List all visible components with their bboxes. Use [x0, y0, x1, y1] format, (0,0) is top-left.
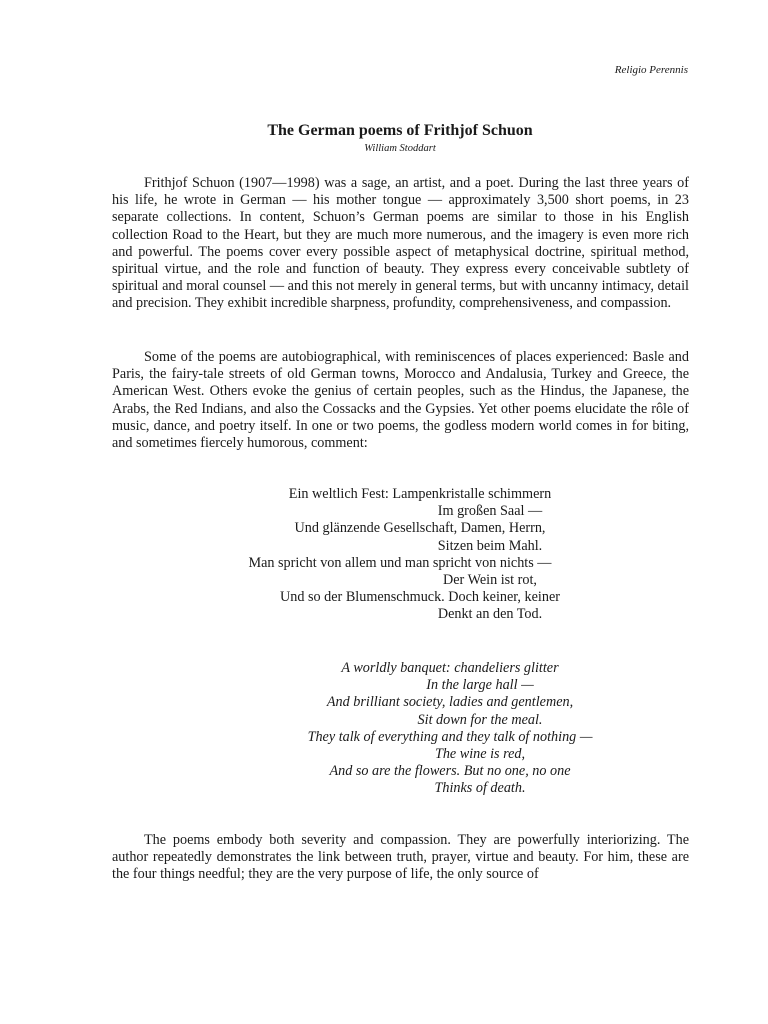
- poem-english-line: Sit down for the meal.: [417, 711, 543, 728]
- poem-german-line: Sitzen beim Mahl.: [437, 537, 543, 554]
- running-head: Religio Perennis: [614, 64, 688, 76]
- poem-german-line: Und so der Blumenschmuck. Doch keiner, keiner: [280, 589, 560, 606]
- poem-english-line: The wine is red,: [434, 746, 526, 763]
- poem-german-line: Und glänzende Gesellschaft, Damen, Herrn,: [294, 520, 546, 537]
- poem-english-line: They talk of everything and they talk of nothing —: [307, 728, 593, 745]
- poem-english-line: A worldly banquet: chandeliers glitter: [341, 660, 559, 676]
- poem-english-line: And so are the flowers. But no one, no one: [329, 763, 571, 780]
- paragraph-2-text: Some of the poems are autobiographical, with reminiscences of places experienced: Basle and Paris, the fairy-tale streets of old German towns, Morocco and Andalusia, Turkey and Greece, the American West. Others evoke the genius of certain peoples, such as the Hindus, the Japanese, the Arabs, the Red Indians, and also the Cossacks and the Gypsies. Yet other poems elucidate the rôle of music, dance, and poetry itself. In one or two poems, the godless modern world comes in for biting, and sometimes fiercely humorous, comment:: [112, 349, 689, 452]
- poem-german-line: Man spricht von allem und man spricht von nichts —: [248, 554, 552, 571]
- poem-english-line: In the large hall —: [426, 677, 534, 694]
- paragraph-1: [112, 175, 689, 313]
- poem-english-line: Thinks of death.: [434, 780, 526, 797]
- poem-german-line: Ein weltlich Fest: Lampenkristalle schimmern: [288, 486, 552, 502]
- poem-german-line: Im großen Saal —: [437, 503, 543, 520]
- paragraph-2: [112, 349, 689, 452]
- article-title: The German poems of Frithjof Schuon: [267, 122, 533, 139]
- poem-english-line: And brilliant society, ladies and gentlemen,: [326, 694, 574, 711]
- poem-german: [0, 486, 768, 624]
- poem-english: [0, 660, 768, 798]
- poem-german-line: Der Wein ist rot,: [443, 572, 537, 589]
- paragraph-3-text: The poems embody both severity and compassion. They are powerfully interiorizing. The author repeatedly demonstrates the link between truth, prayer, virtue and beauty. For him, these are the four things needful; they are the very purpose of life, the only source of: [112, 832, 689, 883]
- poem-german-line: Denkt an den Tod.: [437, 606, 543, 623]
- paragraph-3: [112, 832, 689, 884]
- paragraph-1-text: Frithjof Schuon (1907—1998) was a sage, an artist, and a poet. During the last three years of his life, he wrote in German — his mother tongue — approximately 3,500 short poems, in 23 separate collections. In content, Schuon’s German poems are similar to those in his English collection Road to the Heart, but they are much more numerous, and the imagery is even more rich and powerful. The poems cover every possible aspect of metaphysical doctrine, spiritual method, spiritual virtue, and the role and function of beauty. They express every conceivable subtlety of spiritual and moral counsel — and this not merely in general terms, but with uncanny intimacy, detail and precision. They exhibit incredible sharpness, profundity, comprehensiveness, and compassion.: [112, 175, 689, 312]
- article-author: William Stoddart: [364, 143, 436, 154]
